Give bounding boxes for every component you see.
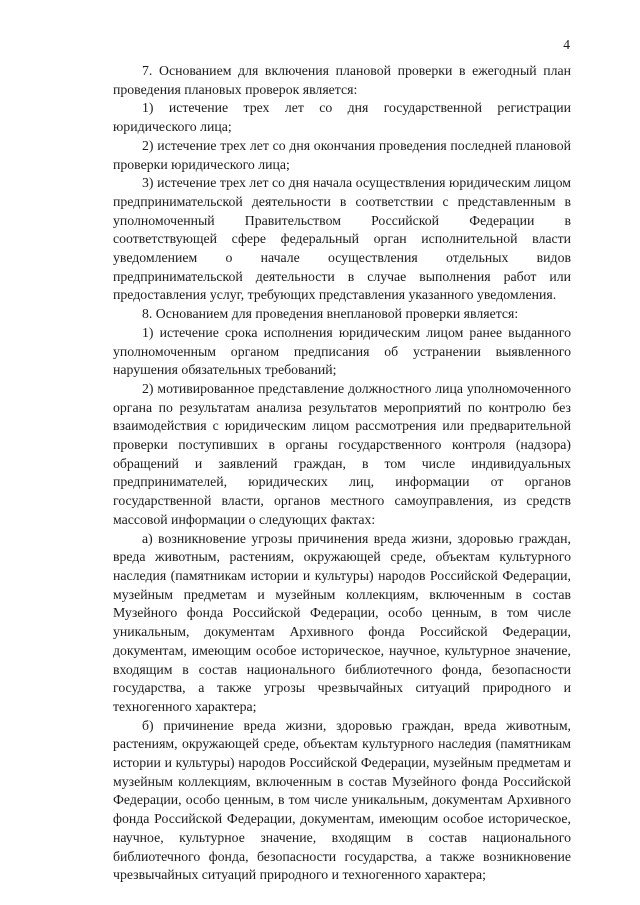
paragraph-8-item-1: 1) истечение срока исполнения юридическим лицом ранее выданного уполномоченным органом предписания об устранении выявленного нарушения обязательных требований;: [113, 324, 571, 378]
page-number: 4: [563, 37, 570, 52]
paragraph-7-item-2: 2) истечение трех лет со дня окончания проведения последней плановой проверки юридического лица;: [113, 137, 571, 172]
paragraph-8-item-2: 2) мотивированное представление должностного лица уполномоченного органа по результатам анализа результатов мероприятий по контролю без взаимодействия с юридическим лицом рассмотрения или предварительной проверки поступивших в органы государственного контроля (надзора) обращений и заявлений граждан, в том числе индивидуальных предпринимателей, юридических лиц, информации от органов государственной власти, органов местного самоуправления, из средств массовой информации о следующих фактах:: [113, 380, 571, 527]
paragraph-8-item-2a: а) возникновение угрозы причинения вреда жизни, здоровью граждан, вреда животным, растениям, окружающей среде, объектам культурного наследия (памятникам истории и культуры) народов Российской Федерации, музейным предметам и музейным коллекциям, включенным в состав Музейного фонда Российской Федерации, особо ценным, в том числе уникальным, документам Архивного фонда Российской Федерации, документам, имеющим особое историческое, научное, культурное значение, входящим в состав национального библиотечного фонда, безопасности государства, а также угрозы чрезвычайных ситуаций природного и техногенного характера;: [113, 530, 571, 714]
document-body: [113, 62, 571, 885]
paragraph-7-item-1: 1) истечение трех лет со дня государственной регистрации юридического лица;: [113, 100, 571, 135]
paragraph-8-unplanned-inspection-grounds: 8. Основанием для проведения внеплановой проверки является:: [142, 306, 519, 322]
paragraph-7-planned-inspection-grounds: 7. Основанием для включения плановой проверки в ежегодный план проведения плановых проверок является:: [113, 63, 571, 97]
paragraph-7-item-3: 3) истечение трех лет со дня начала осуществления юридическим лицом предпринимательской деятельности в соответствии с представленным в уполномоченный Правительством Российской Федерации в соответствующей сфере федеральный орган исполнительной власти уведомлением о начале осуществления отдельных видов предпринимательской деятельности в случае выполнения работ или предоставления услуг, требующих представления указанного уведомления.: [113, 175, 571, 303]
paragraph-8-item-2b: б) причинение вреда жизни, здоровью граждан, вреда животным, растениям, окружающей среде, объектам культурного наследия (памятникам истории и культуры) народов Российской Федерации, музейным предметам и музейным коллекциям, включенным в состав Музейного фонда Российской Федерации, особо ценным, в том числе уникальным, документам Архивного фонда Российской Федерации, документам, имеющим особое историческое, научное, культурное значение, входящим в состав национального библиотечного фонда, безопасности государства, а также возникновение чрезвычайных ситуаций природного и техногенного характера;: [113, 717, 571, 883]
